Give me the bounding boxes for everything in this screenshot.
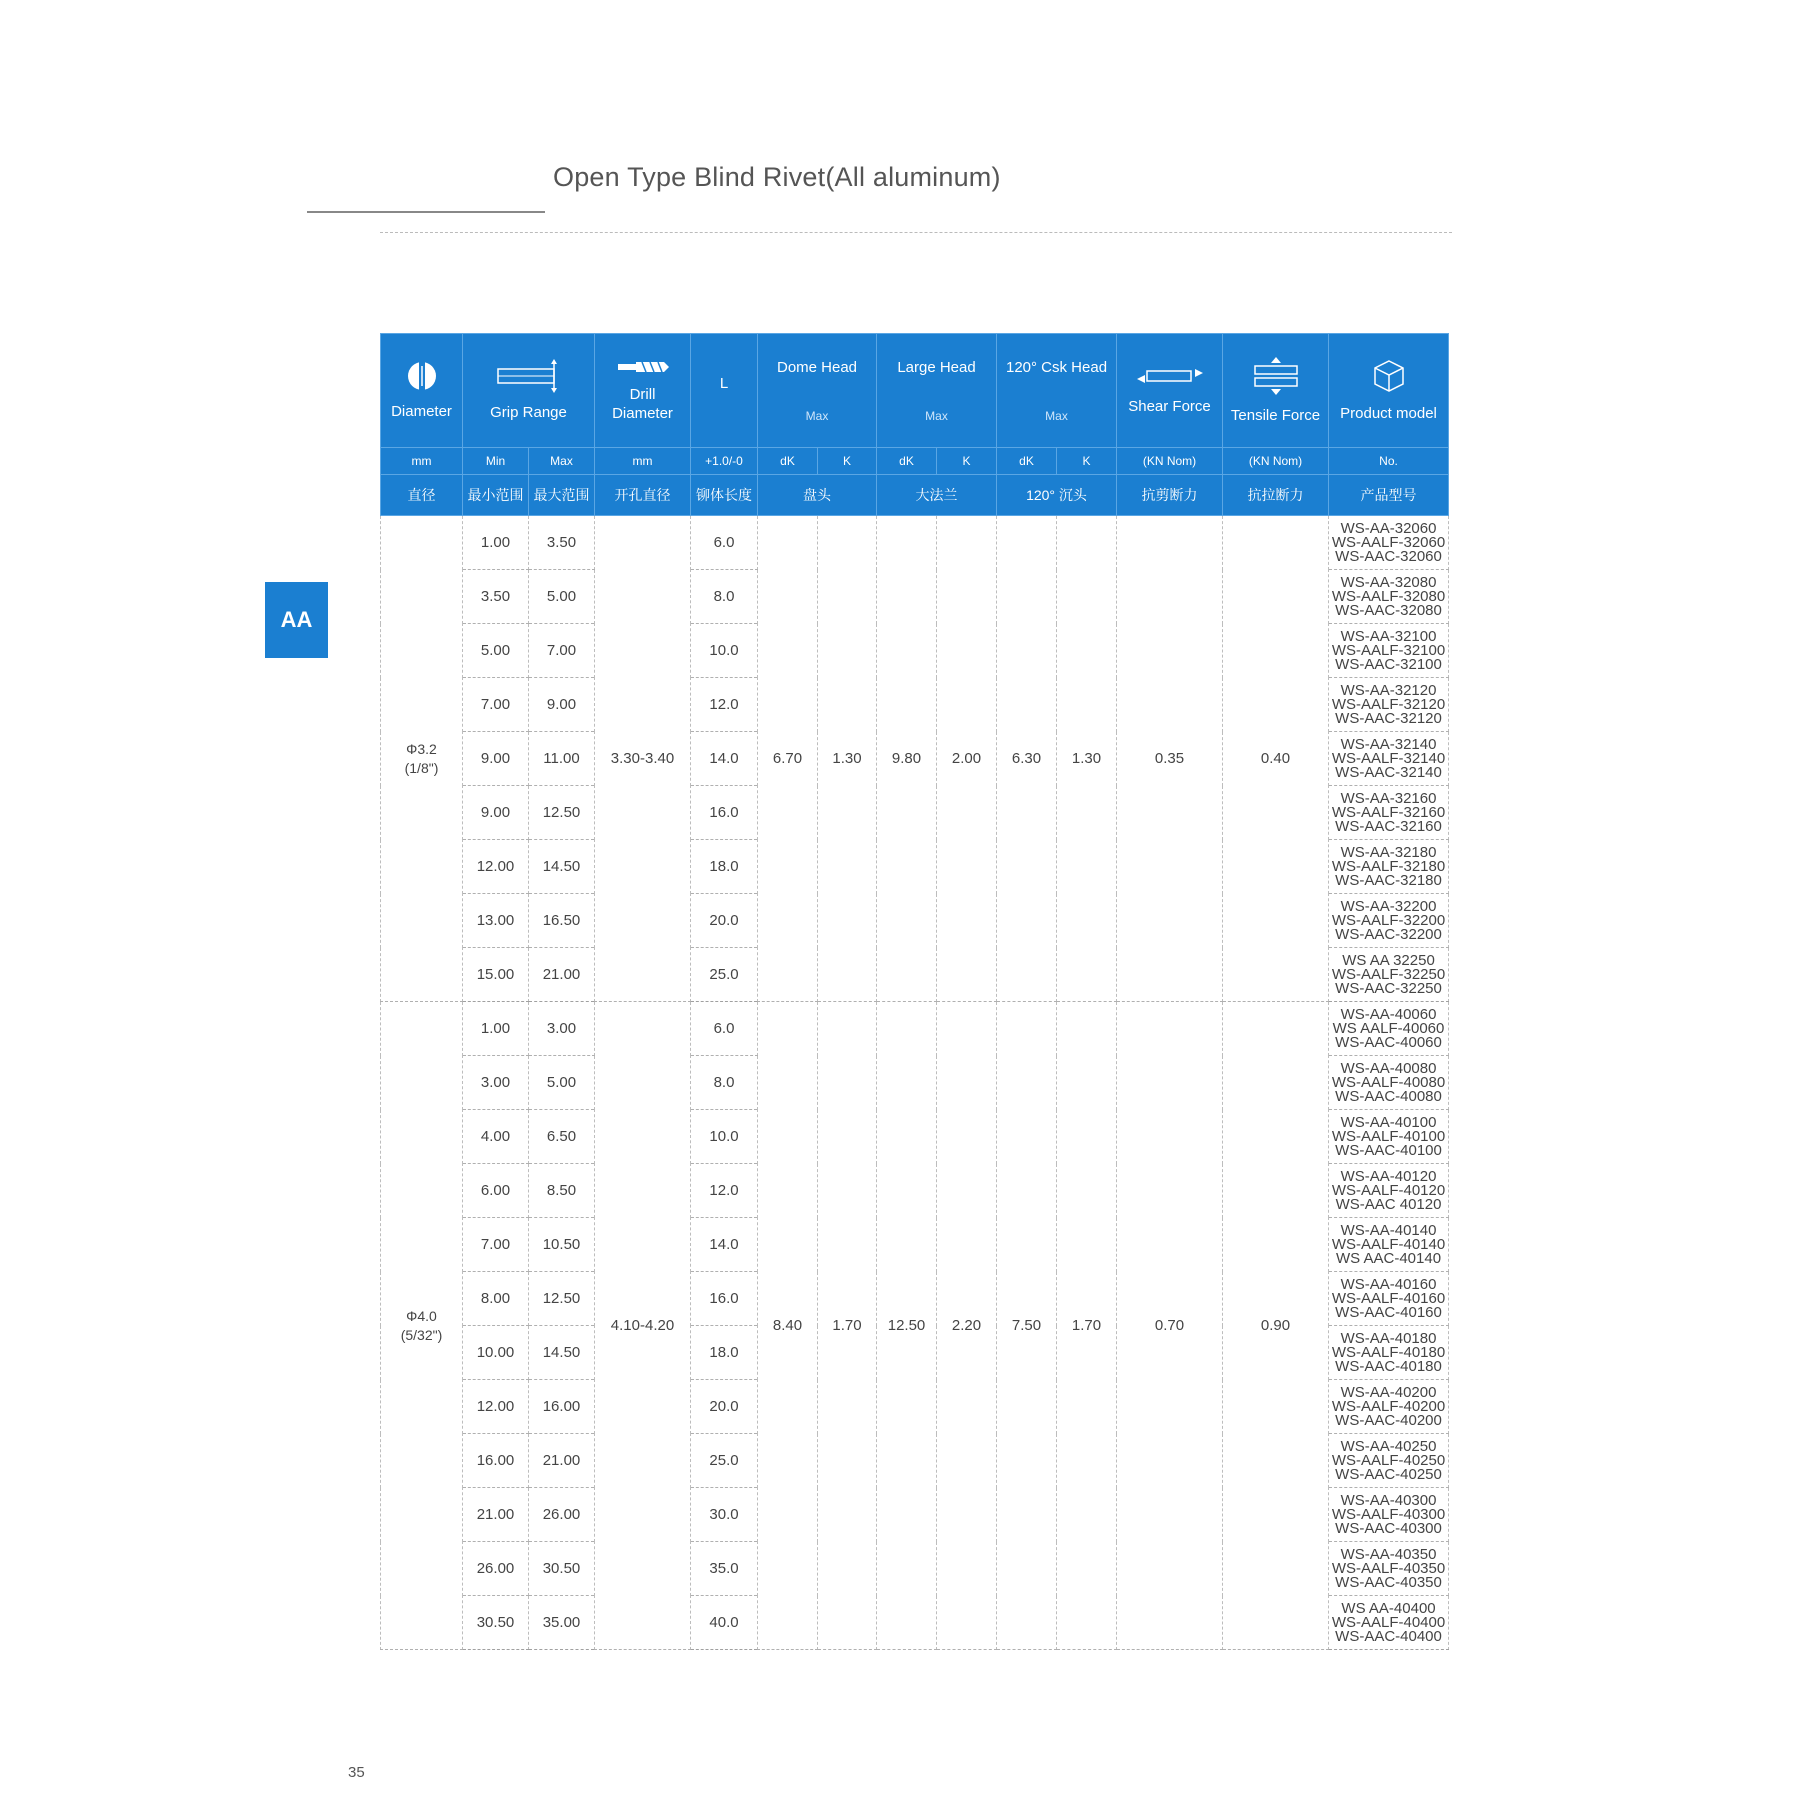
- header-length: L: [691, 334, 758, 448]
- model-number: WS-AA-40160: [1340, 1275, 1437, 1293]
- title-underline: [307, 211, 545, 213]
- model-number: WS-AAC-40160: [1335, 1303, 1442, 1321]
- product-model-cell: [1329, 948, 1449, 1002]
- large-dk-cell: 9.80: [877, 516, 937, 1002]
- product-model-cell: [1329, 1542, 1449, 1596]
- product-model-cell: [1329, 624, 1449, 678]
- model-number: WS-AA-32140: [1340, 735, 1437, 753]
- grip-max-cell: 30.50: [529, 1542, 595, 1596]
- shear-force-icon: [1135, 365, 1205, 387]
- length-cell: 8.0: [691, 1056, 758, 1110]
- length-cell: 6.0: [691, 516, 758, 570]
- model-number: WS-AAC-40060: [1335, 1033, 1442, 1051]
- model-number: WS AA 32250: [1342, 951, 1435, 969]
- grip-range-icon: [494, 359, 564, 393]
- model-number: WS-AAC-40400: [1335, 1627, 1442, 1645]
- length-cell: 30.0: [691, 1488, 758, 1542]
- rivet-diameter-icon: [406, 360, 438, 392]
- product-model-cell: [1329, 1488, 1449, 1542]
- product-model-cell: [1329, 1110, 1449, 1164]
- model-number: WS-AALF-32200: [1331, 911, 1446, 929]
- model-number: WS-AAC-32100: [1335, 655, 1442, 673]
- cn-grip-max: 最大范围: [529, 475, 595, 516]
- header-grip-range: Grip Range: [463, 334, 595, 448]
- model-number: WS-AA-32200: [1340, 897, 1437, 915]
- tensile-force-icon: [1251, 356, 1301, 396]
- shear-cell: 0.35: [1117, 516, 1223, 1002]
- product-model-cell: [1329, 1056, 1449, 1110]
- length-cell: 20.0: [691, 894, 758, 948]
- model-number: WS-AALF-40350: [1331, 1559, 1446, 1577]
- product-model-cell: [1329, 516, 1449, 570]
- model-number: WS-AALF-40140: [1331, 1235, 1446, 1253]
- section-tab-aa[interactable]: AA: [265, 582, 328, 658]
- model-number: WS-AA-40180: [1340, 1329, 1437, 1347]
- grip-min-cell: 10.00: [463, 1326, 529, 1380]
- model-number: WS-AALF-32060: [1331, 533, 1446, 551]
- grip-min-cell: 5.00: [463, 624, 529, 678]
- product-box-icon: [1371, 358, 1407, 394]
- header-large-head: Large Head Max: [877, 334, 997, 448]
- page-title: Open Type Blind Rivet(All aluminum): [553, 162, 1001, 192]
- dome-k-label: K: [818, 448, 877, 475]
- model-number: WS-AAC-40300: [1335, 1519, 1442, 1537]
- grip-max-cell: 5.00: [529, 570, 595, 624]
- model-number: WS-AALF-32120: [1331, 695, 1446, 713]
- cn-large: 大法兰: [877, 475, 997, 516]
- model-number: WS-AAC-32200: [1335, 925, 1442, 943]
- grip-min-cell: 12.00: [463, 840, 529, 894]
- spec-table-body: [381, 516, 1449, 1650]
- grip-max-cell: 12.50: [529, 786, 595, 840]
- grip-max-cell: 6.50: [529, 1110, 595, 1164]
- model-number: WS-AAC-40250: [1335, 1465, 1442, 1483]
- length-cell: 12.0: [691, 678, 758, 732]
- csk-k-label: K: [1057, 448, 1117, 475]
- grip-max-cell: 3.50: [529, 516, 595, 570]
- product-model-cell: [1329, 1380, 1449, 1434]
- length-cell: 16.0: [691, 786, 758, 840]
- grip-max-cell: 35.00: [529, 1596, 595, 1650]
- grip-min-cell: 9.00: [463, 732, 529, 786]
- grip-max-label: Max: [529, 448, 595, 475]
- model-number: WS-AA-40060: [1340, 1005, 1437, 1023]
- model-number: WS-AALF-32250: [1331, 965, 1446, 983]
- cn-diameter: 直径: [381, 475, 463, 516]
- model-number: WS-AAC-32140: [1335, 763, 1442, 781]
- header-tensile-force: Tensile Force: [1223, 334, 1329, 448]
- rivet-spec-table: [380, 333, 1449, 1650]
- model-number: WS-AAC-40100: [1335, 1141, 1442, 1159]
- diameter-inch-value: (5/32"): [400, 1326, 443, 1343]
- grip-min-cell: 30.50: [463, 1596, 529, 1650]
- diameter-cell: [381, 516, 463, 1002]
- model-number: WS-AA-40100: [1340, 1113, 1437, 1131]
- model-number: WS-AAC-32180: [1335, 871, 1442, 889]
- model-number: WS-AAC-32080: [1335, 601, 1442, 619]
- grip-min-cell: 7.00: [463, 1218, 529, 1272]
- model-number: WS-AA-40250: [1340, 1437, 1437, 1455]
- cn-dome: 盘头: [758, 475, 877, 516]
- grip-min-cell: 9.00: [463, 786, 529, 840]
- large-k-cell: 2.00: [937, 516, 997, 1002]
- grip-min-cell: 3.50: [463, 570, 529, 624]
- model-number: WS-AAC-32250: [1335, 979, 1442, 997]
- large-dk-cell: 12.50: [877, 1002, 937, 1650]
- length-cell: 12.0: [691, 1164, 758, 1218]
- diameter-inch-value: (1/8"): [404, 759, 439, 776]
- grip-min-cell: 26.00: [463, 1542, 529, 1596]
- unit-model: No.: [1329, 448, 1449, 475]
- model-number: WS-AAC-40080: [1335, 1087, 1442, 1105]
- grip-min-label: Min: [463, 448, 529, 475]
- length-cell: 8.0: [691, 570, 758, 624]
- table-row: [381, 1002, 1449, 1056]
- grip-max-cell: 21.00: [529, 1434, 595, 1488]
- product-model-cell: [1329, 840, 1449, 894]
- dome-dk-cell: 8.40: [758, 1002, 818, 1650]
- grip-min-cell: 8.00: [463, 1272, 529, 1326]
- model-number: WS-AALF-32100: [1331, 641, 1446, 659]
- csk-dk-label: dK: [997, 448, 1057, 475]
- model-number: WS-AALF-40300: [1331, 1505, 1446, 1523]
- grip-min-cell: 12.00: [463, 1380, 529, 1434]
- dome-k-cell: 1.30: [818, 516, 877, 1002]
- model-number: WS-AALF-40200: [1331, 1397, 1446, 1415]
- product-model-cell: [1329, 786, 1449, 840]
- model-number: WS-AALF-40180: [1331, 1343, 1446, 1361]
- product-model-cell: [1329, 1164, 1449, 1218]
- model-number: WS-AA-40350: [1340, 1545, 1437, 1563]
- length-cell: 14.0: [691, 732, 758, 786]
- cn-shear: 抗剪断力: [1117, 475, 1223, 516]
- header-dome-head: Dome Head Max: [758, 334, 877, 448]
- model-number: WS-AAC-32120: [1335, 709, 1442, 727]
- length-cell: 10.0: [691, 1110, 758, 1164]
- grip-max-cell: 5.00: [529, 1056, 595, 1110]
- grip-min-cell: 13.00: [463, 894, 529, 948]
- length-cell: 18.0: [691, 840, 758, 894]
- model-number: WS-AAC-40200: [1335, 1411, 1442, 1429]
- page-number: 35: [348, 1764, 365, 1781]
- cn-grip-min: 最小范围: [463, 475, 529, 516]
- model-number: WS-AALF-40400: [1331, 1613, 1446, 1631]
- model-number: WS AA-40400: [1341, 1599, 1436, 1617]
- tensile-cell: 0.90: [1223, 1002, 1329, 1650]
- model-number: WS-AAC-40180: [1335, 1357, 1442, 1375]
- csk-dk-cell: 6.30: [997, 516, 1057, 1002]
- model-number: WS-AALF-40250: [1331, 1451, 1446, 1469]
- drill-diameter-cell: 4.10-4.20: [595, 1002, 691, 1650]
- grip-max-cell: 3.00: [529, 1002, 595, 1056]
- drill-bit-icon: [616, 359, 670, 375]
- cn-model: 产品型号: [1329, 475, 1449, 516]
- product-model-cell: [1329, 1326, 1449, 1380]
- grip-min-cell: 4.00: [463, 1110, 529, 1164]
- cn-length: 铆体长度: [691, 475, 758, 516]
- model-number: WS-AALF-32180: [1331, 857, 1446, 875]
- product-model-cell: [1329, 678, 1449, 732]
- grip-max-cell: 16.00: [529, 1380, 595, 1434]
- table-row: [381, 516, 1449, 570]
- model-number: WS-AALF-40080: [1331, 1073, 1446, 1091]
- grip-max-cell: 11.00: [529, 732, 595, 786]
- product-model-cell: [1329, 1272, 1449, 1326]
- grip-max-cell: 8.50: [529, 1164, 595, 1218]
- large-dk-label: dK: [877, 448, 937, 475]
- header-drill-diameter: Drill Diameter: [595, 334, 691, 448]
- model-number: WS-AALF-32080: [1331, 587, 1446, 605]
- grip-max-cell: 12.50: [529, 1272, 595, 1326]
- length-cell: 14.0: [691, 1218, 758, 1272]
- product-model-cell: [1329, 1218, 1449, 1272]
- product-model-cell: [1329, 1596, 1449, 1650]
- tensile-cell: 0.40: [1223, 516, 1329, 1002]
- unit-diameter: mm: [381, 448, 463, 475]
- cn-tensile: 抗拉断力: [1223, 475, 1329, 516]
- length-cell: 35.0: [691, 1542, 758, 1596]
- diameter-value: Φ4.0: [406, 1307, 437, 1324]
- product-model-cell: [1329, 570, 1449, 624]
- model-number: WS-AA-32100: [1340, 627, 1437, 645]
- grip-min-cell: 1.00: [463, 1002, 529, 1056]
- model-number: WS-AALF-40160: [1331, 1289, 1446, 1307]
- grip-max-cell: 9.00: [529, 678, 595, 732]
- model-number: WS-AAC-32060: [1335, 547, 1442, 565]
- model-number: WS-AA-32160: [1340, 789, 1437, 807]
- csk-k-cell: 1.30: [1057, 516, 1117, 1002]
- cn-csk: 120° 沉头: [997, 475, 1117, 516]
- length-cell: 18.0: [691, 1326, 758, 1380]
- grip-max-cell: 21.00: [529, 948, 595, 1002]
- cn-drill: 开孔直径: [595, 475, 691, 516]
- model-number: WS-AA-32060: [1340, 519, 1437, 537]
- model-number: WS-AA-32180: [1340, 843, 1437, 861]
- model-number: WS-AA-32120: [1340, 681, 1437, 699]
- model-number: WS-AAC 40120: [1335, 1195, 1442, 1213]
- model-number: WS-AA-32080: [1340, 573, 1437, 591]
- unit-tensile: (KN Nom): [1223, 448, 1329, 475]
- model-number: WS-AA-40200: [1340, 1383, 1437, 1401]
- dome-dk-label: dK: [758, 448, 818, 475]
- length-cell: 40.0: [691, 1596, 758, 1650]
- model-number: WS-AALF-32140: [1331, 749, 1446, 767]
- grip-max-cell: 14.50: [529, 1326, 595, 1380]
- model-number: WS-AA-40120: [1340, 1167, 1437, 1185]
- length-cell: 6.0: [691, 1002, 758, 1056]
- grip-max-cell: 14.50: [529, 840, 595, 894]
- csk-k-cell: 1.70: [1057, 1002, 1117, 1650]
- length-cell: 16.0: [691, 1272, 758, 1326]
- dome-dk-cell: 6.70: [758, 516, 818, 1002]
- grip-min-cell: 15.00: [463, 948, 529, 1002]
- header-shear-force: Shear Force: [1117, 334, 1223, 448]
- product-model-cell: [1329, 1002, 1449, 1056]
- length-cell: 25.0: [691, 948, 758, 1002]
- model-number: WS-AAC-40350: [1335, 1573, 1442, 1591]
- length-tolerance: +1.0/-0: [691, 448, 758, 475]
- diameter-cell: [381, 1002, 463, 1650]
- header-product-model: Product model: [1329, 334, 1449, 448]
- model-number: WS-AALF-32160: [1331, 803, 1446, 821]
- model-number: WS-AA-40080: [1340, 1059, 1437, 1077]
- csk-dk-cell: 7.50: [997, 1002, 1057, 1650]
- length-cell: 20.0: [691, 1380, 758, 1434]
- model-number: WS-AALF-40120: [1331, 1181, 1446, 1199]
- header-csk-head: 120° Csk Head Max: [997, 334, 1117, 448]
- model-number: WS-AAC-32160: [1335, 817, 1442, 835]
- grip-min-cell: 7.00: [463, 678, 529, 732]
- grip-min-cell: 16.00: [463, 1434, 529, 1488]
- grip-min-cell: 3.00: [463, 1056, 529, 1110]
- model-number: WS-AA-40300: [1340, 1491, 1437, 1509]
- grip-min-cell: 21.00: [463, 1488, 529, 1542]
- grip-max-cell: 10.50: [529, 1218, 595, 1272]
- unit-drill: mm: [595, 448, 691, 475]
- model-number: WS AAC-40140: [1335, 1249, 1442, 1267]
- length-cell: 10.0: [691, 624, 758, 678]
- drill-diameter-cell: 3.30-3.40: [595, 516, 691, 1002]
- model-number: WS-AA-40140: [1340, 1221, 1437, 1239]
- shear-cell: 0.70: [1117, 1002, 1223, 1650]
- dome-k-cell: 1.70: [818, 1002, 877, 1650]
- title-divider: [380, 232, 1452, 233]
- diameter-value: Φ3.2: [406, 740, 437, 757]
- model-number: WS-AALF-40100: [1331, 1127, 1446, 1145]
- grip-max-cell: 26.00: [529, 1488, 595, 1542]
- grip-min-cell: 6.00: [463, 1164, 529, 1218]
- product-model-cell: [1329, 732, 1449, 786]
- header-diameter: Diameter: [381, 334, 463, 448]
- length-cell: 25.0: [691, 1434, 758, 1488]
- unit-shear: (KN Nom): [1117, 448, 1223, 475]
- grip-max-cell: 7.00: [529, 624, 595, 678]
- large-k-label: K: [937, 448, 997, 475]
- product-model-cell: [1329, 1434, 1449, 1488]
- grip-max-cell: 16.50: [529, 894, 595, 948]
- product-model-cell: [1329, 894, 1449, 948]
- large-k-cell: 2.20: [937, 1002, 997, 1650]
- model-number: WS AALF-40060: [1332, 1019, 1445, 1037]
- grip-min-cell: 1.00: [463, 516, 529, 570]
